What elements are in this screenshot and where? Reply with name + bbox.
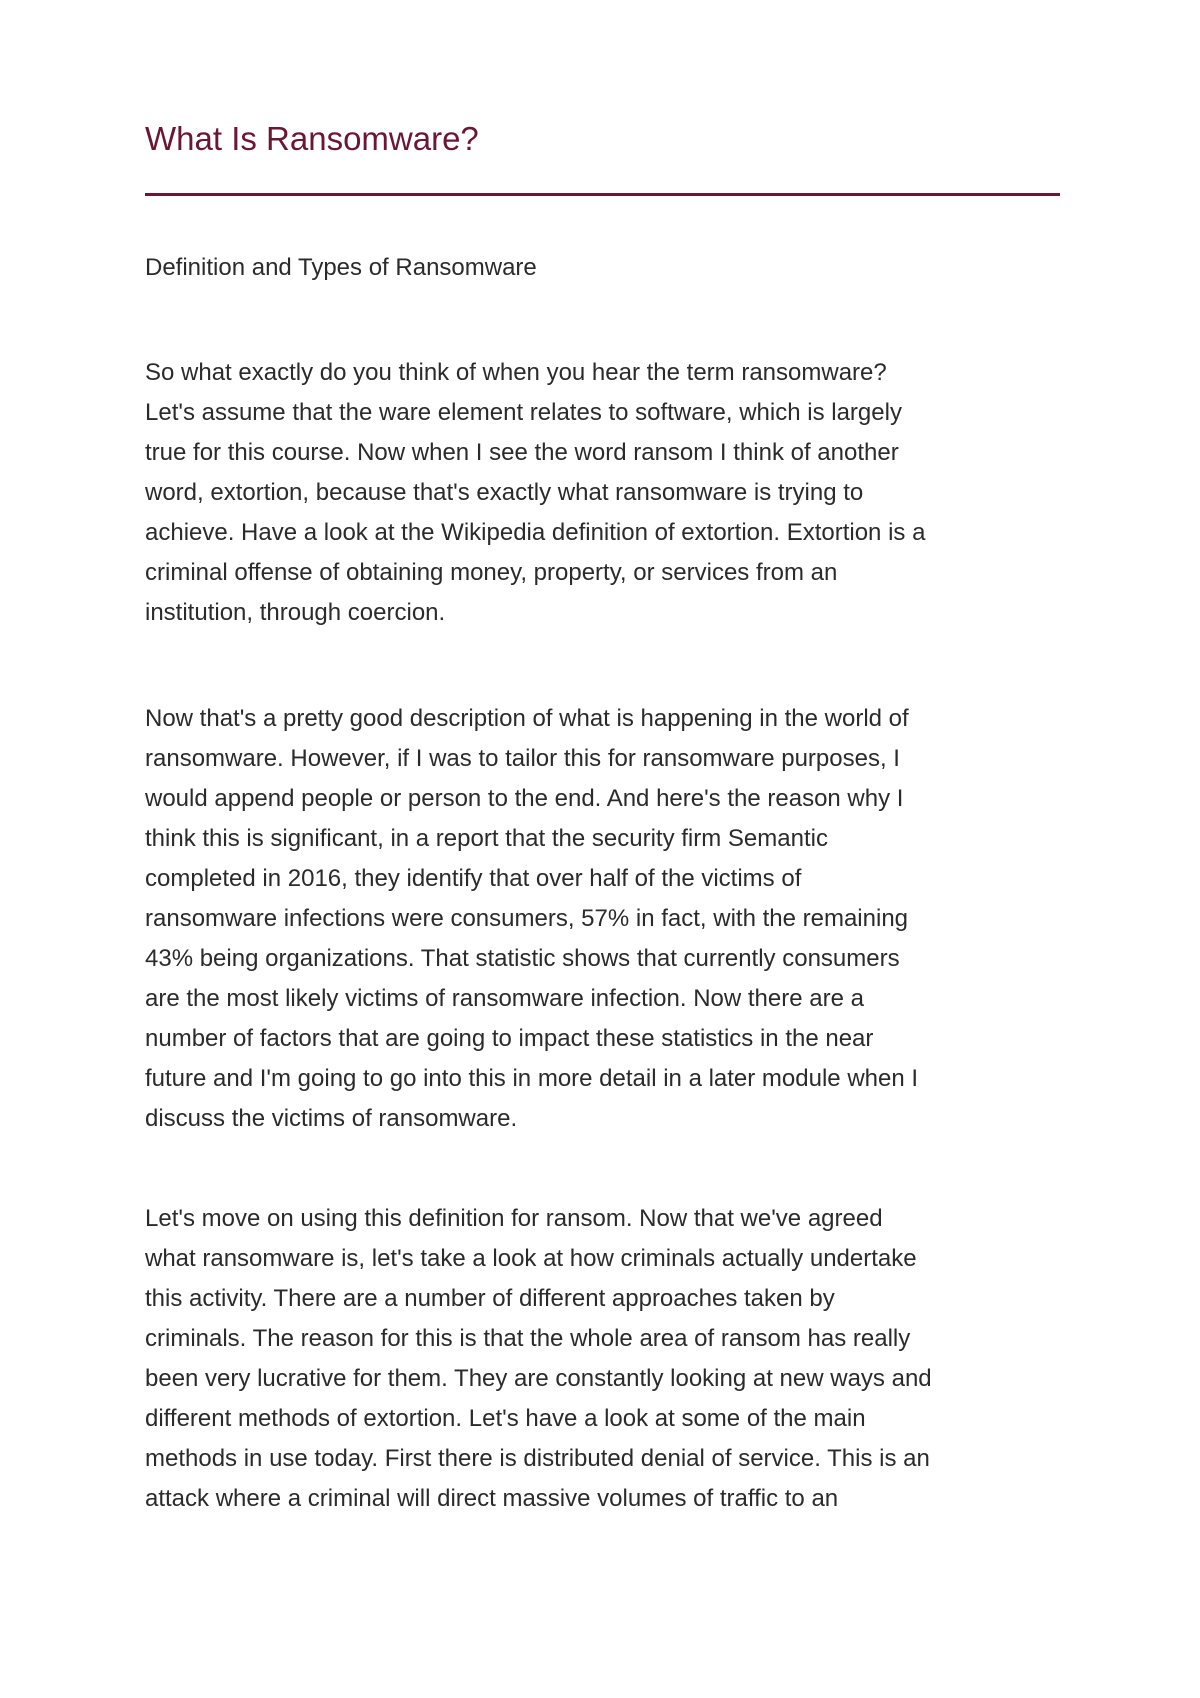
title-underline-rule bbox=[145, 193, 1060, 196]
paragraph-line: this activity. There are a number of different approaches taken by bbox=[145, 1285, 835, 1312]
section-subtitle: Definition and Types of Ransomware bbox=[145, 254, 537, 281]
paragraph-line: discuss the victims of ransomware. bbox=[145, 1105, 518, 1132]
paragraph-line: are the most likely victims of ransomware infection. Now there are a bbox=[145, 985, 864, 1012]
paragraph-line: Let's assume that the ware element relates to software, which is largely bbox=[145, 399, 902, 426]
paragraph-line: So what exactly do you think of when you hear the term ransomware? bbox=[145, 359, 887, 386]
paragraph-line: achieve. Have a look at the Wikipedia definition of extortion. Extortion is a bbox=[145, 519, 926, 546]
paragraph-line: attack where a criminal will direct massive volumes of traffic to an bbox=[145, 1485, 839, 1512]
paragraph-line: different methods of extortion. Let's have a look at some of the main bbox=[145, 1405, 866, 1432]
paragraph-line: criminal offense of obtaining money, property, or services from an bbox=[145, 559, 838, 586]
paragraph-line: true for this course. Now when I see the word ransom I think of another bbox=[145, 439, 899, 466]
paragraph-line: institution, through coercion. bbox=[145, 599, 446, 626]
page-title: What Is Ransomware? bbox=[145, 120, 479, 157]
paragraph-1 bbox=[145, 353, 1060, 633]
paragraph-line: number of factors that are going to impact these statistics in the near bbox=[145, 1025, 874, 1052]
paragraph-line: completed in 2016, they identify that over half of the victims of bbox=[145, 865, 802, 892]
paragraph-line: 43% being organizations. That statistic shows that currently consumers bbox=[145, 945, 900, 972]
paragraph-line: ransomware. However, if I was to tailor this for ransomware purposes, I bbox=[145, 745, 900, 772]
paragraph-line: future and I'm going to go into this in more detail in a later module when I bbox=[145, 1065, 919, 1092]
paragraph-line: methods in use today. First there is distributed denial of service. This is an bbox=[145, 1445, 930, 1472]
paragraph-line: criminals. The reason for this is that the whole area of ransom has really bbox=[145, 1325, 911, 1352]
paragraph-line: ransomware infections were consumers, 57% in fact, with the remaining bbox=[145, 905, 909, 932]
paragraph-line: been very lucrative for them. They are constantly looking at new ways and bbox=[145, 1365, 932, 1392]
paragraph-line: Let's move on using this definition for ransom. Now that we've agreed bbox=[145, 1205, 883, 1232]
paragraph-line: Now that's a pretty good description of what is happening in the world of bbox=[145, 705, 909, 732]
paragraph-line: word, extortion, because that's exactly what ransomware is trying to bbox=[145, 479, 864, 506]
paragraph-2 bbox=[145, 699, 1060, 1139]
paragraph-line: would append people or person to the end. And here's the reason why I bbox=[145, 785, 904, 812]
paragraph-line: think this is significant, in a report that the security firm Semantic bbox=[145, 825, 828, 852]
document-page bbox=[145, 0, 1060, 1698]
paragraph-3 bbox=[145, 1199, 1060, 1519]
paragraph-line: what ransomware is, let's take a look at how criminals actually undertake bbox=[145, 1245, 917, 1272]
